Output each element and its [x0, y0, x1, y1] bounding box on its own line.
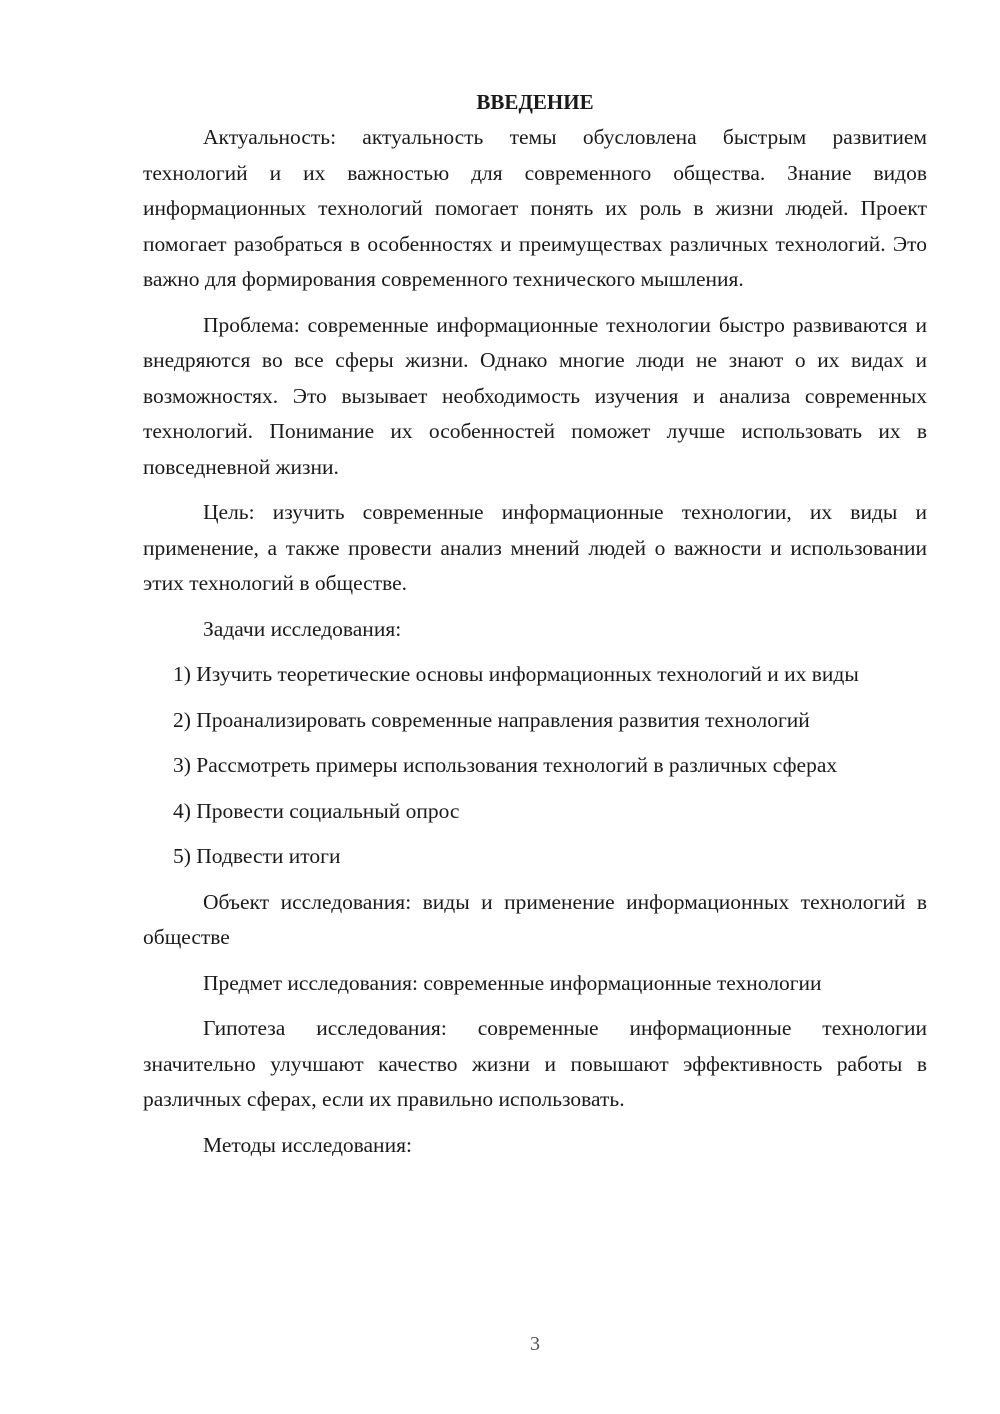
page-number: 3 — [530, 1333, 540, 1355]
paragraph-subject: Предмет исследования: современные информационные технологии — [203, 970, 822, 995]
task-item-3: 3) Рассмотреть примеры использования технологий в различных сферах — [173, 753, 838, 777]
paragraph-goal: Цель: изучить современные информационные технологии, их виды и применение, а также провести анализ мнений людей о важности и использовании этих технологий в обществе. — [143, 500, 927, 595]
page-title: ВВЕДЕНИЕ — [476, 90, 594, 114]
tasks-title: Задачи исследования: — [203, 616, 402, 641]
methods-title: Методы исследования: — [203, 1132, 412, 1157]
document-page — [143, 88, 927, 1173]
task-item-4: 4) Провести социальный опрос — [173, 798, 460, 823]
paragraph-object: Объект исследования: виды и применение информационных технологий в обществе — [143, 889, 927, 949]
paragraph-hypothesis: Гипотеза исследования: современные информационные технологии значительно улучшают качество жизни и повышают эффективность работы в различных сферах, если их правильно использовать. — [143, 1016, 927, 1111]
paragraph-problem: Проблема: современные информационные технологии быстро развиваются и внедряются во все сферы жизни. Однако многие люди не знают о их видах и возможностях. Это вызывает необходимость изучения и анализа современных технологий. Понимание их особенностей поможет лучше использовать их в повседневной жизни. — [143, 312, 927, 479]
paragraph-relevance: Актуальность: актуальность темы обусловлена быстрым развитием технологий и их важностью для современного общества. Знание видов информационных технологий помогает понять их роль в жизни людей. Проект помогает разобраться в особенностях и преимуществах различных технологий. Это важно для формирования современного технического мышления. — [143, 125, 927, 291]
task-item-5: 5) Подвести итоги — [173, 844, 341, 868]
task-item-2: 2) Проанализировать современные направления развития технологий — [173, 707, 810, 732]
task-item-1: 1) Изучить теоретические основы информационных технологий и их виды — [173, 662, 859, 686]
